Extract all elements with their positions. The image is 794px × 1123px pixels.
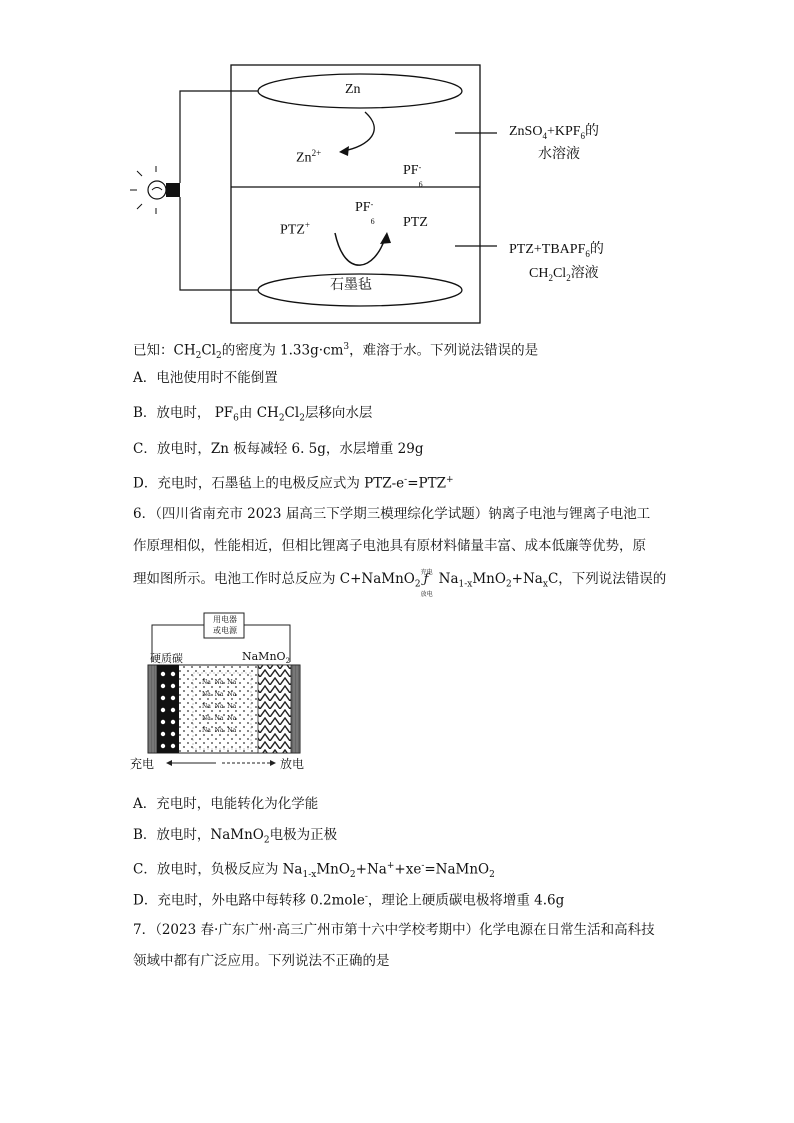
zn-text: Zn (345, 82, 361, 97)
discharge-small-label: 放电 (420, 590, 433, 598)
figure-zn-ptz-battery (0, 0, 794, 330)
charge-small-label: 充电 (420, 568, 433, 576)
na-ion: Na (214, 715, 224, 722)
charge-direction-label: 充电 (130, 757, 155, 771)
zn-ion-charge: 2+ (311, 148, 322, 158)
organic-solution-label-2 (529, 262, 599, 283)
source-label: 或电源 (213, 626, 237, 635)
text-sub: 2 (414, 579, 421, 590)
text-sub: 2 (285, 657, 291, 666)
na-ion: Na (214, 691, 224, 698)
q5-option-b (133, 404, 372, 428)
text-sub: 2 (278, 413, 285, 424)
pf6-mid-text: PF (355, 200, 371, 215)
text-part: B．放电时， PF (133, 405, 234, 421)
q6-option-a: A．充电时，电能转化为化学能 (133, 796, 319, 812)
label-sub: 6 (585, 248, 590, 259)
na-ion: Na (202, 691, 211, 698)
graphite-felt-text: 石墨毡 (330, 278, 372, 293)
na-ion-row (202, 701, 252, 713)
label-part: Cl (552, 266, 567, 281)
label-part: CH (529, 266, 549, 281)
text-part: MnO (316, 861, 350, 878)
text-sub: x (542, 579, 548, 590)
text-part: 电极为正极 (269, 827, 338, 843)
na-ion-row (202, 689, 252, 701)
q6-option-b (133, 826, 337, 850)
text-part: C，下列说法错误的 (547, 571, 667, 587)
q5-option-a: A．电池使用时不能倒置 (133, 370, 278, 386)
text-part: =NaMnO (424, 861, 490, 878)
hard-carbon-label: 硬质碳 (150, 652, 183, 665)
text-part: D．充电时，石墨毡上的电极反应式为 PTZ-e (133, 475, 405, 492)
label-part: 溶液 (570, 266, 599, 281)
label-part: ZnSO (509, 124, 543, 139)
pf6-top-label (403, 163, 427, 189)
text-part: Na (438, 571, 459, 587)
q7-stem-line-2: 领域中都有广泛应用。下列说法不正确的是 (133, 953, 390, 969)
na-ion: Na (202, 703, 211, 710)
na-ion: Na (227, 691, 237, 698)
na-ion: Na (227, 727, 237, 734)
text-sup: + (386, 861, 395, 871)
label-part: 水溶液 (538, 147, 580, 162)
text-sup: - (421, 861, 425, 871)
q5-option-d (133, 471, 454, 493)
arrow-glyph: ƒ (423, 571, 429, 587)
label-sub: 2 (566, 272, 571, 283)
na-ion: Na (227, 715, 237, 722)
q7-stem-line-1: 7．（2023 春·广东广州·高三广州市第十六中学校考期中）化学电源在日常生活和高科技 (133, 922, 655, 938)
aqueous-solution-label-2 (538, 143, 580, 163)
organic-solution-label-1 (509, 238, 604, 259)
label-sub: 2 (548, 272, 553, 283)
text-sup: 3 (343, 342, 350, 352)
ptz-text: PTZ (403, 215, 428, 230)
na-ion: Na (214, 703, 224, 710)
q6-option-d (133, 888, 564, 910)
na-ion-row (202, 725, 252, 737)
text-part: NaMnO (242, 650, 286, 663)
na-ion: Na (214, 679, 224, 686)
text-part: C．放电时，负极反应为 Na (133, 861, 303, 878)
text-sub: 2 (349, 870, 356, 881)
load-or-source-box (208, 614, 242, 636)
label-part: 的 (589, 242, 604, 257)
graphite-felt-label (330, 274, 372, 294)
q5-option-c: C．放电时，Zn 板每减轻 6. 5g，水层增重 29g (133, 441, 424, 457)
label-part: 的 (585, 124, 600, 139)
zn-electrode-label (345, 82, 361, 98)
load-label: 用电器 (213, 615, 237, 624)
text-part: ，理论上硬质碳电极将增重 4.6g (367, 892, 565, 909)
text-part: 层移向水层 (304, 405, 373, 421)
text-sub: 2 (299, 413, 305, 424)
q6-stem-line-3 (133, 568, 667, 598)
label-part: +KPF (546, 124, 581, 139)
zn-ion-label (296, 148, 321, 167)
text-part: 的密度为 1.33g·cm (221, 342, 344, 359)
text-sub: 2 (263, 835, 270, 846)
text-part: MnO (472, 571, 506, 587)
pf6-mid-sub: 6 (370, 217, 375, 226)
text-sub: 2 (505, 579, 512, 590)
text-part: 理如图所示。电池工作时总反应为 C+NaMnO (133, 571, 415, 587)
na-ion: Na (227, 703, 237, 710)
text-part: ，难溶于水。下列说法错误的是 (349, 342, 539, 359)
zn-ion-text: Zn (296, 150, 312, 166)
text-sub: 6 (233, 413, 239, 424)
q6-stem-line-2: 作原理相似，性能相近，但相比锂离子电池具有原材料储量丰富、成本低廉等优势，原 (133, 538, 646, 554)
aqueous-solution-label-1 (509, 120, 599, 141)
text-sup: + (445, 475, 454, 485)
pf6-top-text: PF (403, 163, 419, 178)
text-sub: 1-x (302, 870, 317, 881)
q6-option-c (133, 857, 495, 884)
pf6-top-sub: 6 (418, 180, 423, 189)
text-part: +Na (511, 571, 543, 587)
pf6-mid-sup: - (370, 200, 374, 209)
text-sub: 2 (216, 351, 222, 362)
text-sub: 2 (195, 351, 202, 362)
pf6-top-sup: - (418, 163, 422, 172)
text-sup: - (404, 475, 408, 485)
pf6-mid-label (355, 200, 379, 226)
namno2-label (242, 650, 290, 665)
text-part: =PTZ (407, 475, 446, 492)
text-part: Cl (284, 405, 300, 421)
na-ion-row (202, 713, 252, 725)
na-ion: Na (202, 715, 211, 722)
text-part: 由 CH (238, 405, 279, 421)
ptz-plus-text: PTZ (280, 222, 305, 238)
label-sub: 4 (542, 130, 547, 141)
q5-known-condition (133, 338, 538, 365)
text-part: 已知：CH (133, 342, 196, 359)
text-part: D．充电时，外电路中每转移 0.2mole (133, 892, 365, 909)
text-sup: - (364, 892, 368, 902)
na-ion: Na (227, 679, 237, 686)
q6-stem-line-1: 6．（四川省南充市 2023 届高三下学期三模理综化学试题）钠离子电池与锂离子电池工 (133, 506, 651, 522)
na-ion: Na (202, 679, 211, 686)
label-sub: 6 (580, 130, 586, 141)
text-part: B．放电时，NaMnO (133, 827, 264, 843)
na-ion-row (202, 677, 252, 689)
discharge-direction-label: 放电 (280, 757, 305, 771)
na-ion: Na (202, 727, 211, 734)
label-part: PTZ+TBAPF (509, 242, 586, 257)
text-sub: 1-x (458, 579, 473, 590)
battery-diagram-svg (0, 0, 794, 330)
ptz-plus-label (280, 220, 310, 239)
text-part: +Na (355, 861, 387, 878)
text-sub: 2 (489, 870, 495, 881)
ptz-plus-charge: + (304, 220, 310, 230)
na-ion-grid (202, 677, 252, 737)
na-ion: Na (214, 727, 224, 734)
reversible-arrow (420, 568, 439, 598)
text-part: Cl (201, 342, 216, 359)
text-part: +xe (394, 861, 422, 878)
figure-na-ion-battery (130, 605, 320, 775)
ptz-label (403, 215, 428, 231)
